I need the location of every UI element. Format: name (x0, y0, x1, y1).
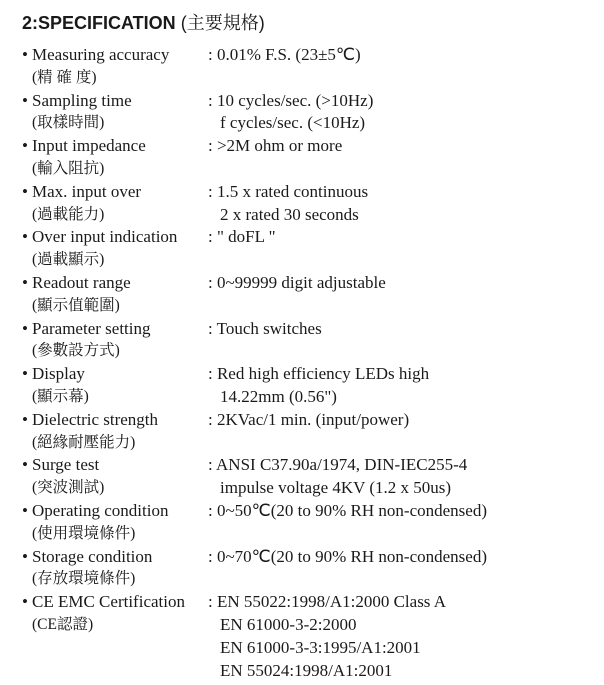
spec-value: : Red high efficiency LEDs high (208, 364, 430, 384)
spec-label-group (22, 135, 208, 181)
spec-label-group (22, 181, 208, 227)
spec-label-group (22, 363, 208, 409)
spec-label-chinese: (顯示值範圍) (32, 296, 120, 314)
spec-row (22, 454, 592, 500)
spec-row (22, 90, 592, 136)
spec-value: EN 61000-3-3:1995/A1:2001 (220, 637, 421, 657)
spec-value-group (208, 226, 592, 249)
spec-value: : 0~50℃(20 to 90% RH non-condensed) (208, 500, 487, 520)
spec-label: Display (32, 364, 85, 384)
spec-label-group (22, 591, 208, 637)
spec-label-chinese: (使用環境條件) (32, 524, 136, 542)
spec-label-chinese: (參數設方式) (32, 342, 120, 360)
spec-label: Input impedance (32, 136, 146, 156)
spec-value: : Touch switches (208, 318, 322, 338)
spec-label-chinese: (取樣時間) (32, 114, 105, 132)
spec-label: Sampling time (32, 90, 132, 110)
spec-label: Readout range (32, 272, 131, 292)
spec-value-group (208, 363, 592, 409)
spec-value: f cycles/sec. (<10Hz) (220, 113, 366, 133)
bullet-icon: • (22, 181, 28, 201)
spec-value-group (208, 454, 592, 500)
spec-value-group (208, 409, 592, 432)
spec-value-group (208, 135, 592, 158)
spec-label: Operating condition (32, 500, 169, 520)
spec-label-chinese: (精 確 度) (32, 68, 97, 86)
spec-label-group (22, 454, 208, 500)
spec-value: EN 55024:1998/A1:2001 (220, 660, 393, 680)
spec-row (22, 181, 592, 227)
section-heading (22, 11, 265, 35)
spec-value: : 0.01% F.S. (23±5℃) (208, 45, 361, 64)
bullet-icon: • (22, 272, 28, 292)
spec-row (22, 135, 592, 181)
spec-value: : 0~99999 digit adjustable (208, 272, 386, 292)
spec-row (22, 318, 592, 364)
spec-value: : 10 cycles/sec. (>10Hz) (208, 90, 374, 110)
spec-value: EN 61000-3-2:2000 (220, 614, 357, 634)
spec-value: : ANSI C37.90a/1974, DIN-IEC255-4 (208, 455, 468, 475)
spec-value: impulse voltage 4KV (1.2 x 50us) (220, 478, 452, 498)
spec-label-group (22, 500, 208, 546)
section-subtitle: (主要規格) (180, 13, 265, 33)
bullet-icon: • (22, 455, 28, 475)
spec-value-group (208, 591, 592, 682)
spec-value-group (208, 272, 592, 295)
spec-label-chinese: (過載能力) (32, 205, 105, 223)
spec-row (22, 591, 592, 682)
spec-row (22, 500, 592, 546)
spec-value: 2 x rated 30 seconds (220, 204, 359, 224)
spec-label-group (22, 272, 208, 318)
spec-label-chinese: (CE認證) (32, 615, 94, 633)
bullet-icon: • (22, 90, 28, 110)
specification-list (22, 44, 592, 682)
spec-value: : " doFL " (208, 227, 276, 247)
spec-label: Parameter setting (32, 318, 151, 338)
bullet-icon: • (22, 227, 28, 247)
spec-label-chinese: (輸入阻抗) (32, 159, 105, 177)
spec-value-group (208, 44, 592, 67)
spec-value: 14.22mm (0.56") (220, 386, 337, 406)
spec-label-chinese: (顯示幕) (32, 387, 89, 405)
bullet-icon: • (22, 592, 28, 612)
spec-label-chinese: (存放環境條件) (32, 570, 136, 588)
spec-label-group (22, 90, 208, 136)
spec-value-group (208, 90, 592, 136)
spec-value: : >2M ohm or more (208, 136, 343, 156)
spec-value-group (208, 181, 592, 227)
spec-value: : 2KVac/1 min. (input/power) (208, 409, 410, 429)
spec-value-group (208, 318, 592, 341)
spec-value: : 1.5 x rated continuous (208, 181, 369, 201)
spec-row (22, 546, 592, 592)
spec-label: Surge test (32, 455, 100, 475)
bullet-icon: • (22, 45, 28, 64)
spec-label: Dielectric strength (32, 409, 159, 429)
bullet-icon: • (22, 318, 28, 338)
spec-value-group (208, 500, 592, 523)
spec-value: : EN 55022:1998/A1:2000 Class A (208, 592, 447, 612)
spec-label: Storage condition (32, 546, 153, 566)
spec-label-group (22, 546, 208, 592)
spec-label-chinese: (絕緣耐壓能力) (32, 433, 136, 451)
spec-row (22, 226, 592, 272)
spec-label: Over input indication (32, 227, 178, 247)
section-title: 2:SPECIFICATION (22, 13, 176, 33)
spec-label-chinese: (過載顯示) (32, 251, 105, 269)
bullet-icon: • (22, 546, 28, 566)
spec-label: Max. input over (32, 181, 142, 201)
spec-label: CE EMC Certification (32, 592, 185, 612)
bullet-icon: • (22, 364, 28, 384)
spec-label-group (22, 318, 208, 364)
spec-label-group (22, 44, 208, 90)
spec-label-group (22, 409, 208, 455)
spec-label-group (22, 226, 208, 272)
bullet-icon: • (22, 136, 28, 156)
spec-row (22, 409, 592, 455)
spec-label: Measuring accuracy (32, 45, 170, 64)
bullet-icon: • (22, 500, 28, 520)
spec-value: : 0~70℃(20 to 90% RH non-condensed) (208, 546, 487, 566)
spec-label-chinese: (突波測試) (32, 479, 105, 497)
spec-row (22, 44, 592, 90)
bullet-icon: • (22, 409, 28, 429)
spec-row (22, 272, 592, 318)
spec-value-group (208, 546, 592, 569)
spec-row (22, 363, 592, 409)
